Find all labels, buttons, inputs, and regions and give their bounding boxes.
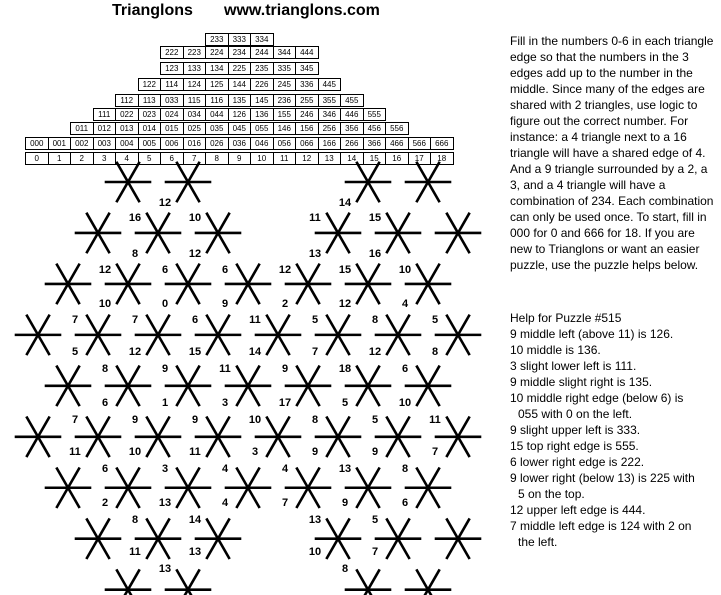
combination-cell: 066: [295, 137, 319, 150]
sum-header-cell: 14: [340, 152, 364, 165]
triangle-sum-number: 12: [188, 248, 202, 260]
triangle-sum-number: 8: [341, 563, 349, 575]
combination-cell: 122: [138, 78, 162, 91]
triangle-sum-number: 9: [311, 446, 319, 458]
combination-cell: 056: [273, 137, 297, 150]
triangle-sum-number: 8: [431, 346, 439, 358]
combination-cell: 333: [228, 33, 252, 46]
triangle-sum-number: 10: [98, 298, 112, 310]
triangle-sum-number: 13: [308, 248, 322, 260]
sum-header-cell: 1: [48, 152, 72, 165]
combination-cell: 126: [228, 108, 252, 121]
triangle-sum-number: 7: [431, 446, 439, 458]
title: Trianglons: [112, 2, 193, 19]
sum-header-cell: 10: [250, 152, 274, 165]
instructions: Fill in the numbers 0-6 in each triangle edge so that the numbers in the 3 edges add up to the number in the middle. Since many of the edges are shared with 2 triangles, use logic to figure out the correct number. For instance: a 4 triangle next to a 16 triangle will have a shared edge of 4. And a 9 triangle surrounded by a 2, a 3, and a 4 triangle will have a combination of 234. Each combination can only be used once. To start, fill in 000 for 0 and 666 for 18. If you are new to Trianglons or want an easier puzzle, use the puzzle helps below.: [510, 34, 714, 272]
triangle-sum-number: 6: [101, 397, 109, 409]
combination-cell: 022: [115, 108, 139, 121]
combination-cell: 002: [70, 137, 94, 150]
combination-cell: 025: [183, 122, 207, 135]
combination-cell: 036: [228, 137, 252, 150]
help-line: 3 slight lower left is 111.: [510, 359, 637, 373]
triangle-sum-number: 11: [309, 212, 321, 224]
combination-cell: 033: [160, 94, 184, 107]
combination-cell: 456: [363, 122, 387, 135]
help-line: the left.: [518, 535, 558, 549]
triangle-sum-number: 8: [101, 363, 109, 375]
sum-header-cell: 15: [363, 152, 387, 165]
sum-header-cell: 16: [385, 152, 409, 165]
help-line: 7 middle left edge is 124 with 2 on: [510, 519, 692, 533]
triangle-sum-number: 9: [281, 363, 289, 375]
triangle-sum-number: 7: [371, 546, 379, 558]
combination-cell: 114: [160, 78, 184, 91]
combination-cell: 035: [205, 122, 229, 135]
combination-cell: 011: [70, 122, 94, 135]
combination-cell: 336: [295, 78, 319, 91]
combination-cell: 115: [183, 94, 207, 107]
combination-cell: 222: [160, 46, 184, 59]
triangle-sum-number: 9: [341, 497, 349, 509]
triangle-sum-number: 10: [398, 397, 412, 409]
triangle-sum-number: 10: [308, 546, 322, 558]
combination-cell: 234: [228, 46, 252, 59]
triangle-sum-number: 7: [71, 414, 79, 426]
combination-cell: 223: [183, 46, 207, 59]
combination-cell: 244: [250, 46, 274, 59]
sum-header-cell: 0: [25, 152, 49, 165]
combination-cell: 355: [318, 94, 342, 107]
triangle-sum-number: 9: [221, 298, 229, 310]
triangle-sum-number: 13: [308, 514, 322, 526]
triangle-sum-number: 11: [429, 414, 441, 426]
combination-cell: 466: [385, 137, 409, 150]
combination-cell: 266: [340, 137, 364, 150]
site-url[interactable]: www.trianglons.com: [224, 2, 380, 19]
triangle-sum-number: 12: [368, 346, 382, 358]
combination-cell: 015: [160, 122, 184, 135]
triangle-sum-number: 11: [69, 446, 81, 458]
combination-cell: 236: [273, 94, 297, 107]
sum-header-cell: 18: [430, 152, 454, 165]
combination-cell: 224: [205, 46, 229, 59]
combination-cell: 044: [205, 108, 229, 121]
triangle-sum-number: 0: [161, 298, 169, 310]
help-title: Help for Puzzle #515: [510, 311, 622, 325]
combination-cell: 256: [318, 122, 342, 135]
combination-cell: 145: [250, 94, 274, 107]
triangle-sum-number: 9: [191, 414, 199, 426]
combination-cell: 026: [205, 137, 229, 150]
triangle-sum-number: 12: [278, 264, 292, 276]
combination-cell: 034: [183, 108, 207, 121]
help-line: 12 upper left edge is 444.: [510, 503, 646, 517]
triangle-sum-number: 7: [131, 314, 139, 326]
combination-cell: 146: [273, 122, 297, 135]
triangle-sum-number: 2: [281, 298, 289, 310]
combination-cell: 045: [228, 122, 252, 135]
sum-header-cell: 3: [93, 152, 117, 165]
combination-cell: 556: [385, 122, 409, 135]
triangle-sum-number: 13: [158, 563, 172, 575]
triangle-sum-number: 1: [161, 397, 169, 409]
triangle-sum-number: 10: [248, 414, 262, 426]
help-line: 9 middle left (above 11) is 126.: [510, 327, 674, 341]
triangle-sum-number: 5: [371, 514, 379, 526]
triangle-sum-number: 16: [128, 212, 142, 224]
triangle-sum-number: 18: [338, 363, 352, 375]
triangle-sum-number: 7: [311, 346, 319, 358]
combination-cell: 144: [228, 78, 252, 91]
combination-cell: 445: [318, 78, 342, 91]
triangle-sum-number: 6: [101, 463, 109, 475]
triangle-sum-number: 8: [131, 514, 139, 526]
combination-cell: 345: [295, 62, 319, 75]
combination-cell: 334: [250, 33, 274, 46]
triangle-sum-number: 2: [101, 497, 109, 509]
triangle-sum-number: 3: [161, 463, 169, 475]
help-line: 10 middle is 136.: [510, 343, 601, 357]
combination-cell: 444: [295, 46, 319, 59]
combination-cell: 116: [205, 94, 229, 107]
triangle-sum-number: 3: [251, 446, 259, 458]
combination-cell: 001: [48, 137, 72, 150]
combination-cell: 166: [318, 137, 342, 150]
combination-cell: 226: [250, 78, 274, 91]
combination-cell: 356: [340, 122, 364, 135]
sum-header-cell: 13: [318, 152, 342, 165]
triangle-sum-number: 12: [128, 346, 142, 358]
triangle-sum-number: 9: [371, 446, 379, 458]
combination-cell: 004: [115, 137, 139, 150]
help-line: 9 lower right (below 13) is 225 with: [510, 471, 695, 485]
combination-cell: 136: [250, 108, 274, 121]
triangle-sum-number: 17: [278, 397, 292, 409]
triangle-sum-number: 7: [281, 497, 289, 509]
triangle-sum-number: 14: [338, 197, 352, 209]
triangle-sum-number: 7: [71, 314, 79, 326]
triangle-sum-number: 5: [371, 414, 379, 426]
help-line: 055 with 0 on the left.: [518, 407, 633, 421]
triangle-sum-number: 3: [221, 397, 229, 409]
combination-cell: 246: [295, 108, 319, 121]
combination-cell: 012: [93, 122, 117, 135]
triangle-sum-number: 4: [281, 463, 289, 475]
combination-cell: 125: [205, 78, 229, 91]
triangle-sum-number: 15: [188, 346, 202, 358]
combination-cell: 666: [430, 137, 454, 150]
sum-header-cell: 12: [295, 152, 319, 165]
combination-cell: 134: [205, 62, 229, 75]
triangle-sum-number: 15: [368, 212, 382, 224]
sum-header-cell: 7: [183, 152, 207, 165]
triangle-sum-number: 6: [401, 363, 409, 375]
triangle-sum-number: 11: [219, 363, 231, 375]
combination-cell: 245: [273, 78, 297, 91]
combination-cell: 016: [183, 137, 207, 150]
triangle-sum-number: 6: [401, 497, 409, 509]
combination-cell: 046: [250, 137, 274, 150]
combination-cell: 255: [295, 94, 319, 107]
triangle-sum-number: 11: [189, 446, 201, 458]
combination-cell: 344: [273, 46, 297, 59]
triangle-sum-number: 15: [338, 264, 352, 276]
triangle-sum-number: 16: [368, 248, 382, 260]
combination-cell: 000: [25, 137, 49, 150]
combination-cell: 014: [138, 122, 162, 135]
combination-cell: 055: [250, 122, 274, 135]
triangle-sum-number: 5: [341, 397, 349, 409]
triangle-sum-number: 4: [401, 298, 409, 310]
sum-header-cell: 9: [228, 152, 252, 165]
combination-cell: 013: [115, 122, 139, 135]
combination-cell: 113: [138, 94, 162, 107]
combination-cell: 024: [160, 108, 184, 121]
triangle-sum-number: 8: [131, 248, 139, 260]
triangle-sum-number: 14: [248, 346, 262, 358]
combination-cell: 023: [138, 108, 162, 121]
triangle-sum-number: 8: [371, 314, 379, 326]
combination-cell: 235: [250, 62, 274, 75]
combination-cell: 006: [160, 137, 184, 150]
triangle-sum-number: 14: [188, 514, 202, 526]
triangle-sum-number: 11: [129, 546, 141, 558]
triangle-sum-number: 6: [161, 264, 169, 276]
combination-cell: 455: [340, 94, 364, 107]
sum-header-cell: 8: [205, 152, 229, 165]
triangle-sum-number: 4: [221, 497, 229, 509]
combination-cell: 346: [318, 108, 342, 121]
help-line: 9 middle slight right is 135.: [510, 375, 653, 389]
sum-header-cell: 11: [273, 152, 297, 165]
triangle-sum-number: 5: [71, 346, 79, 358]
triangle-sum-number: 13: [188, 546, 202, 558]
triangle-sum-number: 4: [221, 463, 229, 475]
triangle-sum-number: 12: [158, 197, 172, 209]
sum-header-cell: 4: [115, 152, 139, 165]
help-line: 10 middle right edge (below 6) is: [510, 391, 684, 405]
help-line: 6 lower right edge is 222.: [510, 455, 645, 469]
combination-cell: 123: [160, 62, 184, 75]
combination-cell: 003: [93, 137, 117, 150]
triangle-sum-number: 13: [158, 497, 172, 509]
triangle-sum-number: 13: [338, 463, 352, 475]
combination-cell: 555: [363, 108, 387, 121]
triangle-sum-number: 8: [311, 414, 319, 426]
combination-cell: 111: [93, 108, 117, 121]
combination-cell: 225: [228, 62, 252, 75]
combination-cell: 566: [408, 137, 432, 150]
combination-cell: 335: [273, 62, 297, 75]
triangle-sum-number: 12: [98, 264, 112, 276]
combination-cell: 446: [340, 108, 364, 121]
triangle-sum-number: 6: [221, 264, 229, 276]
triangle-sum-number: 5: [311, 314, 319, 326]
combination-cell: 233: [205, 33, 229, 46]
help-line: 5 on the top.: [518, 487, 585, 501]
combination-cell: 124: [183, 78, 207, 91]
triangle-sum-number: 10: [128, 446, 142, 458]
triangle-sum-number: 11: [249, 314, 261, 326]
triangle-sum-number: 10: [398, 264, 412, 276]
combination-cell: 005: [138, 137, 162, 150]
puzzle-help: [510, 310, 718, 550]
combination-cell: 135: [228, 94, 252, 107]
sum-header-cell: 17: [408, 152, 432, 165]
sum-header-cell: 5: [138, 152, 162, 165]
triangle-sum-number: 6: [191, 314, 199, 326]
combination-cell: 156: [295, 122, 319, 135]
combination-cell: 112: [115, 94, 139, 107]
triangle-sum-number: 10: [188, 212, 202, 224]
help-line: 15 top right edge is 555.: [510, 439, 639, 453]
help-line: 9 slight upper left is 333.: [510, 423, 641, 437]
combination-cell: 366: [363, 137, 387, 150]
combination-cell: 155: [273, 108, 297, 121]
triangle-sum-number: 8: [401, 463, 409, 475]
triangle-sum-number: 12: [338, 298, 352, 310]
triangle-sum-number: 9: [131, 414, 139, 426]
triangle-sum-number: 9: [161, 363, 169, 375]
triangle-sum-number: 5: [431, 314, 439, 326]
sum-header-cell: 2: [70, 152, 94, 165]
combination-cell: 133: [183, 62, 207, 75]
sum-header-cell: 6: [160, 152, 184, 165]
